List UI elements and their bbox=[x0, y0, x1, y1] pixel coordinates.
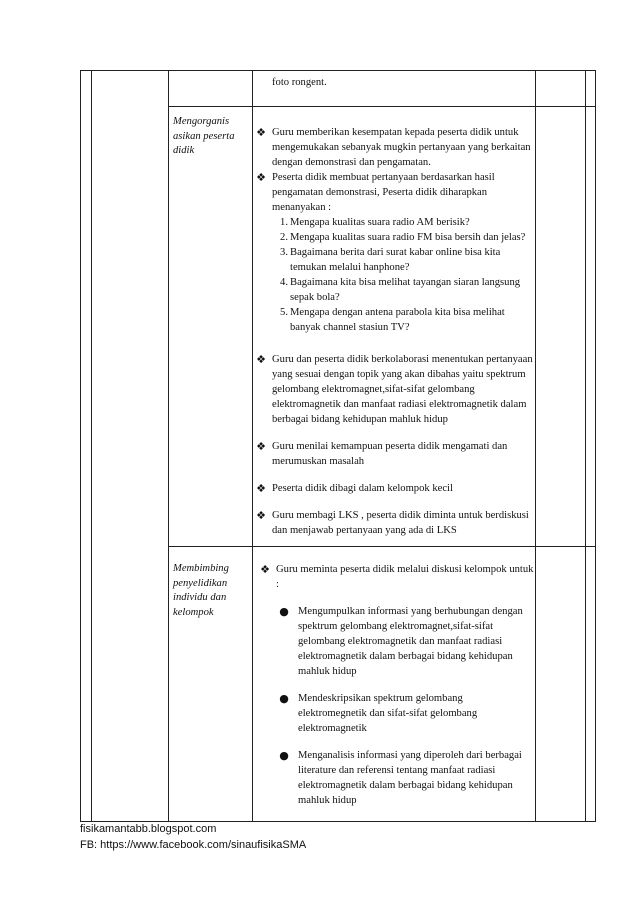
list-item: 5. Mengapa dengan antena parabola kita bisa melihat banyak channel stasiun TV? bbox=[280, 307, 505, 333]
diamond-bullet-icon: ❖ bbox=[256, 482, 266, 495]
list-item: ❖ Guru dan peserta didik berkolaborasi menentukan pertanyaan yang sesuai dengan topik yang akan dibahas yaitu spektrum gelombang elektromagnet,sifat-sifat gelombang elektromagnetik dan manfaat radiasi elektromagnetik dalam berbagai bidang kehidupan mahluk hidup bbox=[272, 352, 534, 427]
list-item: ❖ Peserta didik dibagi dalam kelompok kecil bbox=[272, 481, 534, 496]
activity-list bbox=[276, 604, 534, 808]
round-bullet-icon: ● bbox=[279, 749, 289, 762]
list-item: ❖ Guru menilai kemampuan peserta didik mengamati dan merumuskan masalah bbox=[272, 439, 534, 469]
table-border-right bbox=[595, 70, 596, 822]
stage-label-organize: Mengorganis asikan peserta didik bbox=[173, 116, 235, 156]
table-column-divider bbox=[168, 70, 169, 822]
row-divider bbox=[168, 546, 596, 547]
table-column-divider bbox=[585, 70, 586, 822]
list-item: ● Menganalisis informasi yang diperoleh dari berbagai literature dan referensi tentang manfaat radiasi elektromagnetik dalam berbagai bidang kehidupan mahluk hidup bbox=[279, 749, 522, 806]
diamond-bullet-icon: ❖ bbox=[256, 171, 266, 184]
list-item: ❖ Guru memberikan kesempatan kepada peserta didik untuk mengemukakan sebanyak mugkin pertanyaan yang berkaitan dengan demonstrasi dan pengamatan. bbox=[272, 125, 534, 170]
continued-text: foto rongent. bbox=[272, 77, 327, 88]
table-column-divider bbox=[252, 70, 253, 822]
stage2-content bbox=[260, 562, 534, 808]
list-item: 3. Bagaimana berita dari surat kabar online bisa kita temukan melalui hanphone? bbox=[280, 247, 501, 273]
footer-blog-url: fisikamantabb.blogspot.com bbox=[80, 823, 217, 835]
table-column-divider bbox=[91, 70, 92, 822]
round-bullet-icon: ● bbox=[279, 605, 289, 618]
list-item: 1. Mengapa kualitas suara radio AM berisik? bbox=[280, 217, 470, 228]
list-item: 4. Bagaimana kita bisa melihat tayangan siaran langsung sepak bola? bbox=[280, 277, 521, 303]
list-item: ● Mendeskripsikan spektrum gelombang elektromegnetik dan sifat-sifat gelombang elektromagnetik bbox=[279, 692, 478, 734]
list-item: ● Mengumpulkan informasi yang berhubungan dengan spektrum gelombang elektromagnet,sifat-sifat gelombang elektromagnetik dan manfaat radiasi elektromagnetik dalam berbagai bidang kehidupan mahluk hidup bbox=[279, 605, 523, 677]
stage1-content bbox=[256, 125, 534, 538]
list-item: ❖ Guru membagi LKS , peserta didik diminta untuk berdiskusi dan menjawab pertanyaan yang ada di LKS bbox=[272, 508, 534, 538]
diamond-bullet-icon: ❖ bbox=[256, 509, 266, 522]
question-list bbox=[272, 215, 534, 335]
list-item: ❖ Guru meminta peserta didik melalui diskusi kelompok untuk : bbox=[276, 562, 534, 592]
footer-facebook-url: FB: https://www.facebook.com/sinaufisikaSMA bbox=[80, 839, 307, 851]
diamond-bullet-icon: ❖ bbox=[260, 563, 270, 576]
round-bullet-icon: ● bbox=[279, 692, 289, 705]
table-border-top bbox=[80, 70, 596, 71]
diamond-bullet-icon: ❖ bbox=[256, 353, 266, 366]
list-item: 2. Mengapa kualitas suara radio FM bisa bersih dan jelas? bbox=[280, 232, 526, 243]
diamond-bullet-icon: ❖ bbox=[256, 440, 266, 453]
table-column-divider bbox=[535, 70, 536, 822]
list-item: ❖ Peserta didik membuat pertanyaan berdasarkan hasil pengamatan demonstrasi, Peserta didik diharapkan menanyakan : bbox=[272, 170, 534, 215]
row-divider bbox=[168, 106, 596, 107]
diamond-bullet-icon: ❖ bbox=[256, 126, 266, 139]
stage-label-investigate: Membimbing penyelidikan individu dan kelompok bbox=[173, 563, 229, 618]
table-border-left bbox=[80, 70, 81, 822]
